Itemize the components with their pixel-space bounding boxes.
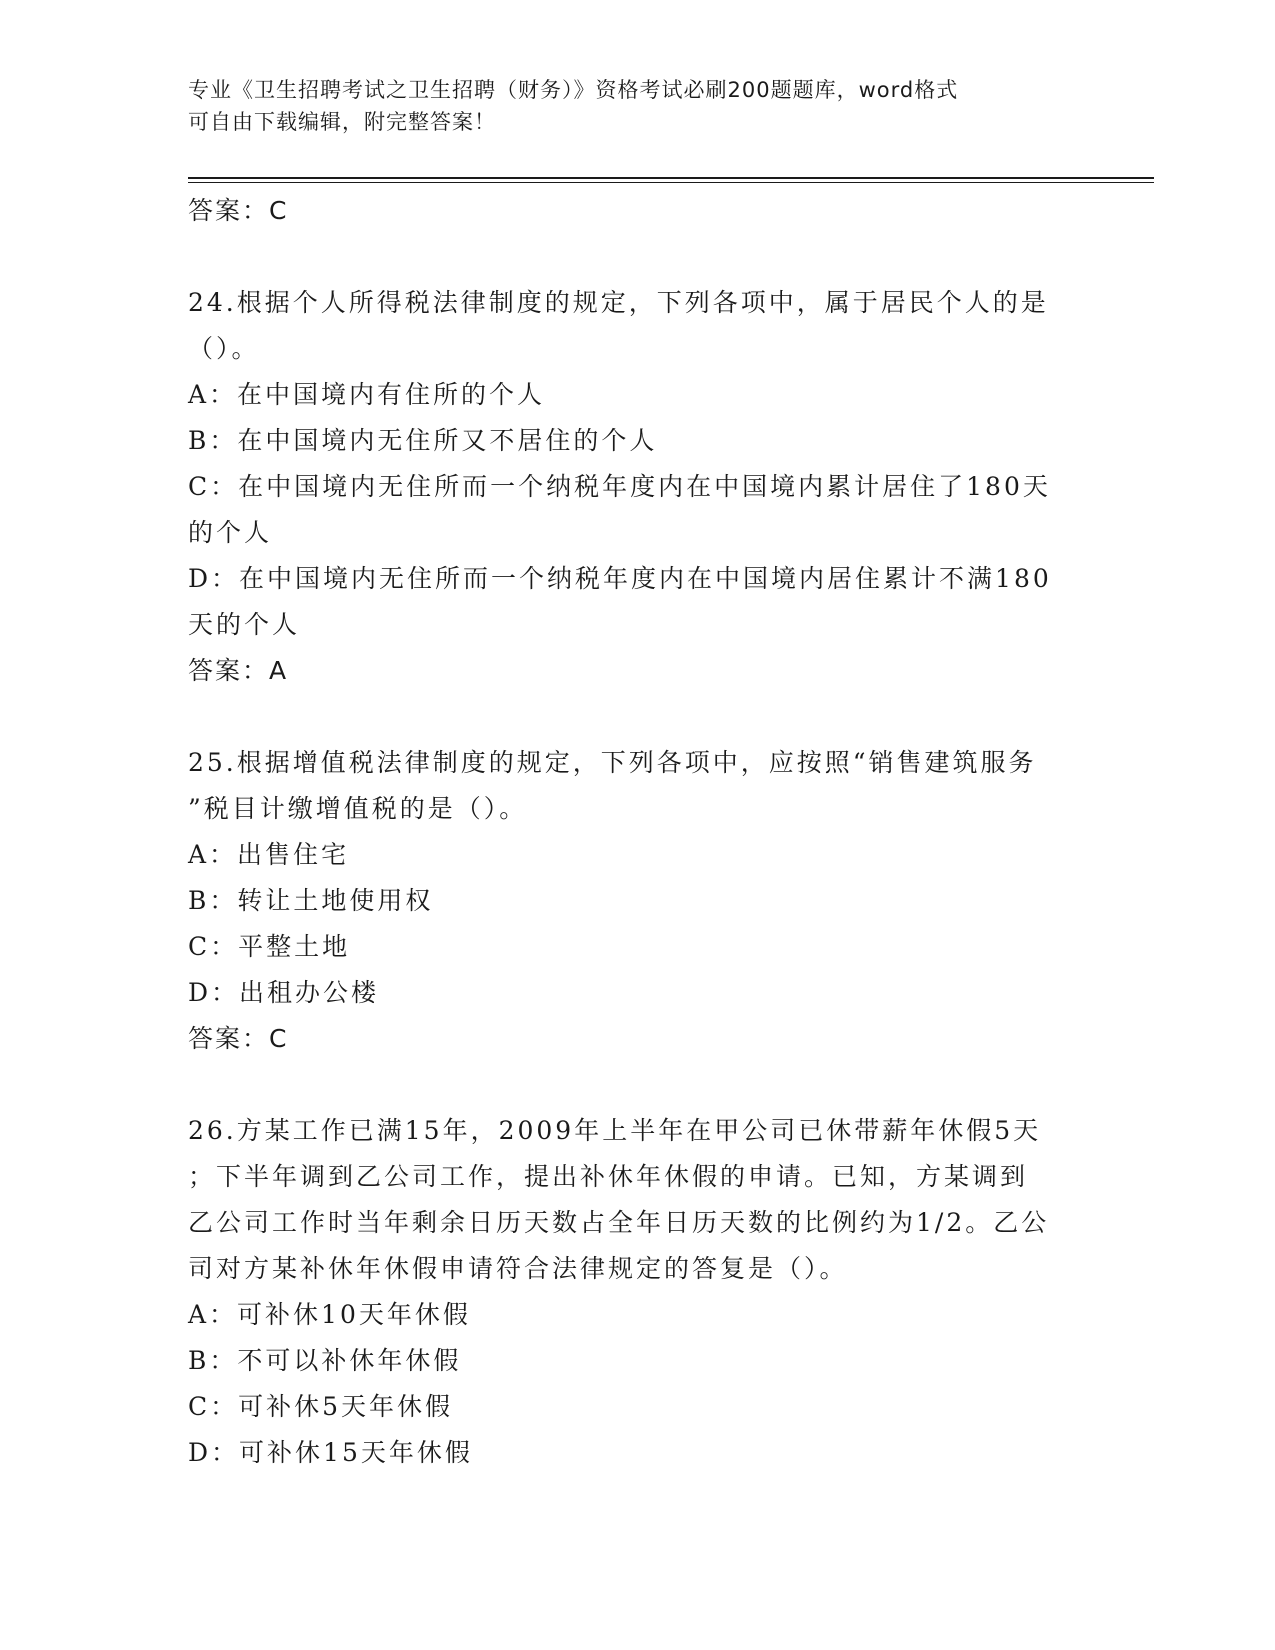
answer: 答案：C (188, 1024, 289, 1053)
document-header (188, 74, 1088, 138)
question-24 (188, 280, 1088, 694)
question-stem-line: 司对方某补休年休假申请符合法律规定的答复是（）。 (188, 1254, 848, 1283)
option-a: A：在中国境内有住所的个人 (188, 380, 546, 409)
question-25 (188, 740, 1088, 1062)
option-c-continued: 的个人 (188, 518, 273, 547)
question-stem-line: （）。 (188, 334, 260, 363)
question-26 (188, 1108, 1088, 1476)
option-c: C：可补休5天年休假 (188, 1392, 454, 1421)
option-b: B：不可以补休年休假 (188, 1346, 462, 1375)
option-b: B：在中国境内无住所又不居住的个人 (188, 426, 658, 455)
option-d: D：出租办公楼 (188, 978, 380, 1007)
header-divider-thin (188, 182, 1154, 183)
header-divider-thick (188, 177, 1154, 179)
option-c: C：在中国境内无住所而一个纳税年度内在中国境内累计居住了180天 (188, 472, 1051, 501)
option-a: A：出售住宅 (188, 840, 350, 869)
spacer (188, 694, 1088, 740)
question-stem-line: 乙公司工作时当年剩余日历天数占全年日历天数的比例约为1/2。乙公 (188, 1208, 1050, 1237)
question-stem-line: 26.方某工作已满15年，2009年上半年在甲公司已休带薪年休假5天 (188, 1116, 1042, 1145)
spacer (188, 234, 1088, 280)
header-line-2: 可自由下载编辑，附完整答案！ (188, 110, 496, 134)
document-body (188, 188, 1088, 1476)
question-stem-line: 25.根据增值税法律制度的规定，下列各项中，应按照“销售建筑服务 (188, 748, 1037, 777)
question-stem-line: ；下半年调到乙公司工作，提出补休年休假的申请。已知，方某调到 (188, 1162, 1029, 1191)
option-c: C：平整土地 (188, 932, 351, 961)
question-stem-line: 24.根据个人所得税法律制度的规定，下列各项中，属于居民个人的是 (188, 288, 1049, 317)
option-d: D：在中国境内无住所而一个纳税年度内在中国境内居住累计不满180 (188, 564, 1052, 593)
option-b: B：转让土地使用权 (188, 886, 434, 915)
header-line-1: 专业《卫生招聘考试之卫生招聘（财务）》资格考试必刷200题题库，word格式 (188, 78, 959, 102)
answer: 答案：A (188, 656, 289, 685)
option-a: A：可补休10天年休假 (188, 1300, 471, 1329)
spacer (188, 1062, 1088, 1108)
option-d-continued: 天的个人 (188, 610, 301, 639)
option-d: D：可补休15天年休假 (188, 1438, 473, 1467)
question-stem-line: ”税目计缴增值税的是（）。 (188, 794, 528, 823)
previous-answer: 答案：C (188, 196, 289, 225)
